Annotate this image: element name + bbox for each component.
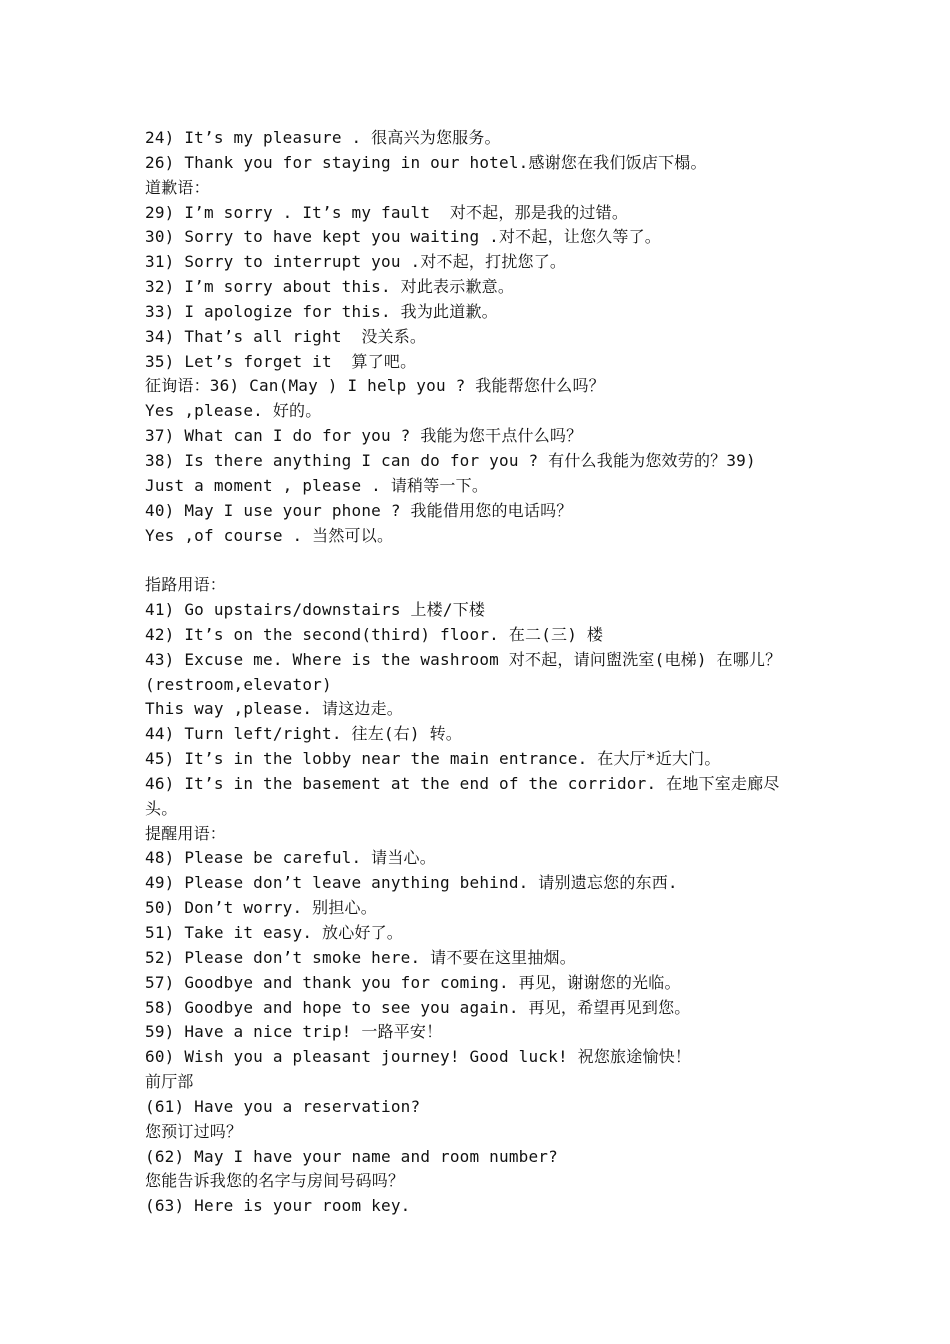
text-line: Yes ,please. 好的。 xyxy=(145,401,322,421)
blank-line xyxy=(145,548,835,573)
text-line: 40) May I use your phone ? 我能借用您的电话吗？ xyxy=(145,500,573,520)
text-line: 24) It’s my pleasure . 很高兴为您服务。 xyxy=(145,128,501,147)
text-line: 头。 xyxy=(145,798,178,818)
section-heading-inquiry: 征询语：36) Can(May ) I help you ? 我能帮您什么吗？ xyxy=(145,376,605,396)
text-line: 48) Please be careful. 请当心。 xyxy=(145,848,436,868)
text-line: (61) Have you a reservation? xyxy=(145,1096,421,1116)
text-line: 33) I apologize for this. 我为此道歉。 xyxy=(145,301,498,321)
text-line: This way ,please. 请这边走。 xyxy=(145,699,403,719)
text-line: 30) Sorry to have kept you waiting .对不起，让您久等了。 xyxy=(145,227,661,247)
text-line: 44) Turn left/right. 往左(右) 转。 xyxy=(145,724,462,744)
text-line: (63) Here is your room key. xyxy=(145,1196,411,1216)
text-line: 34) That’s all right 没关系。 xyxy=(145,326,427,346)
text-line: 42) It’s on the second(third) floor. 在二(三) 楼 xyxy=(145,624,604,644)
text-line: 60) Wish you a pleasant journey! Good luck! 祝您旅途愉快！ xyxy=(145,1047,692,1067)
text-line: 35) Let’s forget it 算了吧。 xyxy=(145,351,417,371)
text-line: 43) Excuse me. Where is the washroom 对不起，请问盥洗室(电梯) 在哪儿？ xyxy=(145,649,782,669)
text-line: 您能告诉我您的名字与房间号码吗？ xyxy=(145,1171,405,1191)
section-heading-reminders: 提醒用语： xyxy=(145,823,227,843)
text-line: 37) What can I do for you ? 我能为您干点什么吗？ xyxy=(145,426,583,446)
text-line: 32) I’m sorry about this. 对此表示歉意。 xyxy=(145,277,515,297)
text-line: 41) Go upstairs/downstairs 上楼/下楼 xyxy=(145,600,486,620)
text-line: 52) Please don’t smoke here. 请不要在这里抽烟。 xyxy=(145,947,576,967)
text-line: 59) Have a nice trip! 一路平安！ xyxy=(145,1022,443,1042)
text-line: 58) Goodbye and hope to see you again. 再见，希望再见到您。 xyxy=(145,997,691,1017)
text-line: 38) Is there anything I can do for you ? 有什么我能为您效劳的？39) xyxy=(145,450,756,470)
text-line: 31) Sorry to interrupt you .对不起，打扰您了。 xyxy=(145,252,567,272)
document-body xyxy=(145,126,835,1219)
text-line: Just a moment , please . 请稍等一下。 xyxy=(145,475,489,495)
section-heading-front-office: 前厅部 xyxy=(145,1072,194,1092)
text-line: 50) Don’t worry. 别担心。 xyxy=(145,898,377,918)
text-line: 46) It’s in the basement at the end of the corridor. 在地下室走廊尽 xyxy=(145,773,780,793)
text-line: 45) It’s in the lobby near the main entrance. 在大厅*近大门。 xyxy=(145,749,721,769)
text-line: 49) Please don’t leave anything behind. 请别遗忘您的东西. xyxy=(145,873,678,893)
text-line: Yes ,of course . 当然可以。 xyxy=(145,525,394,545)
text-line: 51) Take it easy. 放心好了。 xyxy=(145,923,403,942)
text-line: (62) May I have your name and room number? xyxy=(145,1146,558,1166)
text-line: (restroom,elevator) xyxy=(145,674,332,694)
text-line: 57) Goodbye and thank you for coming. 再见，谢谢您的光临。 xyxy=(145,972,681,992)
text-line: 您预订过吗？ xyxy=(145,1121,243,1141)
text-line: 29) I’m sorry . It’s my fault 对不起，那是我的过错。 xyxy=(145,202,629,222)
text-line: 26) Thank you for staying in our hotel.感谢您在我们饭店下榻。 xyxy=(145,152,707,172)
section-heading-apology: 道歉语： xyxy=(145,177,210,197)
section-heading-directions: 指路用语： xyxy=(145,575,227,595)
